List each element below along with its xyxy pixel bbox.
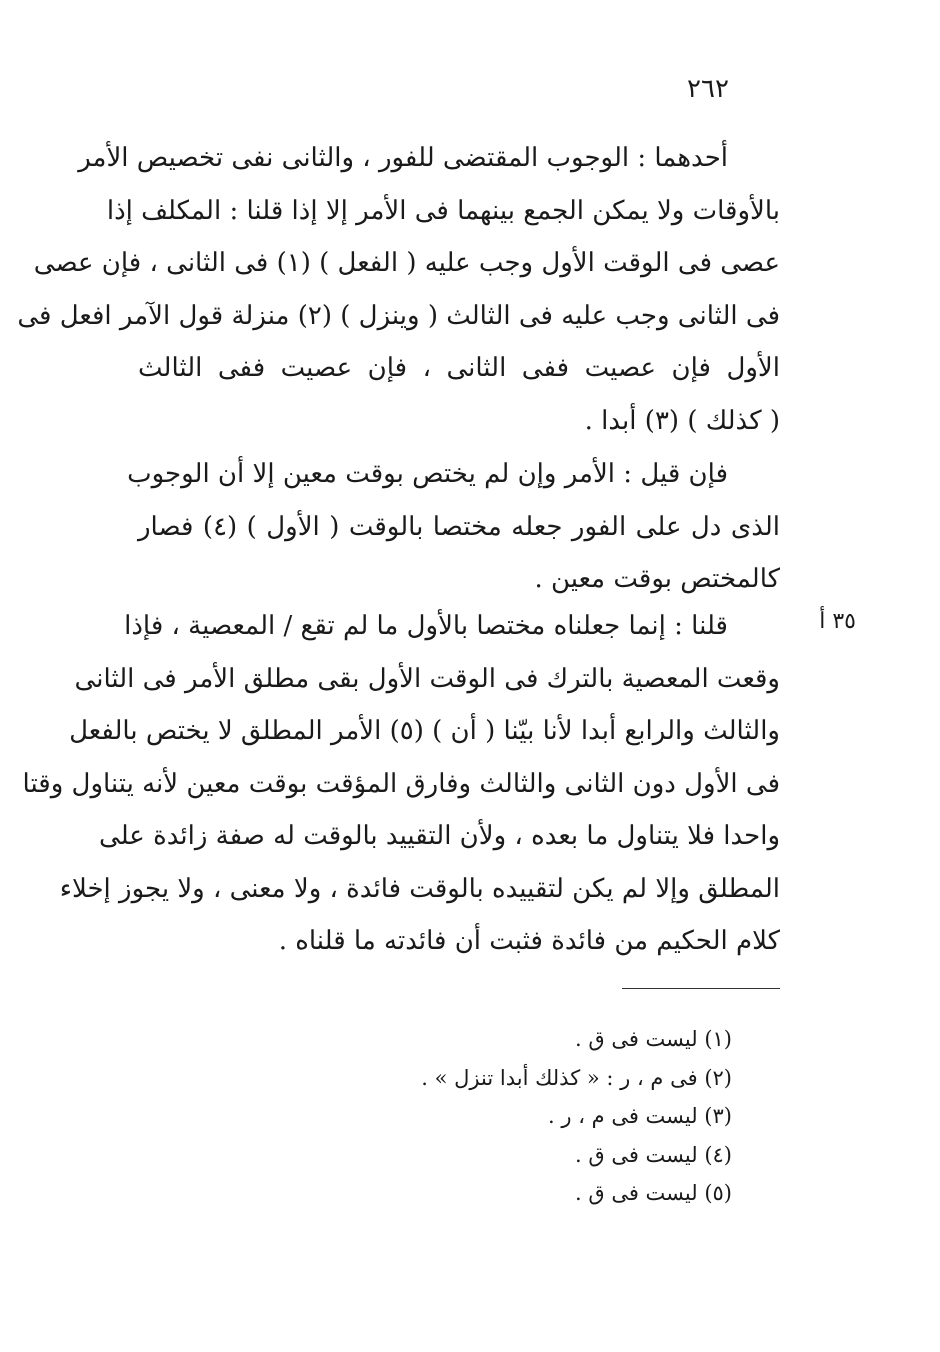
text-line: ( كذلك ) (٣) أبدا . (584, 405, 780, 436)
footnote: (٣) ليست فى م ، ر . (548, 1104, 732, 1129)
text-line: أحدهما : الوجوب المقتضى للفور ، والثانى نفى تخصيص الأمر (78, 143, 728, 173)
footnote-separator (622, 988, 780, 989)
text-line: والثالث والرابع أبدا لأنا بيّنا ( أن ) (٥) الأمر المطلق لا يختص بالفعل (69, 716, 780, 746)
footnote: (٢) فى م ، ر : « كذلك أبدا تنزل » . (421, 1065, 732, 1090)
footnote: (٤) ليست فى ق . (575, 1142, 732, 1167)
text-line: الأول فإن عصيت ففى الثانى ، فإن عصيت ففى الثالث (138, 353, 780, 383)
paragraph-2 (127, 448, 780, 606)
text-line: قلنا : إنما جعلناه مختصا بالأول ما لم تقع / المعصية ، فإذا (124, 611, 728, 641)
text-line: المطلق وإلا لم يكن لتقييده بالوقت فائدة ، ولا معنى ، ولا يجوز إخلاء (59, 873, 780, 904)
text-line: كالمختص بوقت معين . (534, 564, 780, 594)
paragraph-1 (17, 132, 780, 447)
text-line: عصى فى الوقت الأول وجب عليه ( الفعل ) (١) فى الثانى ، فإن عصى (33, 248, 780, 278)
text-line: كلام الحكيم من فائدة فثبت أن فائدته ما قلناه . (278, 926, 780, 956)
text-line: فى الثانى وجب عليه فى الثالث ( وينزل ) (٢) منزلة قول الآمر افعل فى (17, 300, 780, 331)
footnote: (٥) ليست فى ق . (575, 1181, 732, 1206)
text-line: واحدا فلا يتناول ما بعده ، ولأن التقييد بالوقت له صفة زائدة على (99, 821, 780, 851)
paragraph-3 (22, 600, 780, 968)
footnotes (300, 1020, 732, 1213)
text-line: الذى دل على الفور جعله مختصا بالوقت ( الأول ) (٤) فصار (138, 511, 780, 542)
page-number: ٢٦٢ (687, 74, 729, 104)
text-line: وقعت المعصية بالترك فى الوقت الأول بقى مطلق الأمر فى الثانى (74, 663, 780, 694)
text-line: بالأوقات ولا يمكن الجمع بينهما فى الأمر إلا إذا قلنا : المكلف إذا (106, 195, 780, 226)
margin-folio-note: ٣٥ أ (819, 609, 856, 634)
footnote: (١) ليست فى ق . (575, 1027, 732, 1051)
text-line: فى الأول دون الثانى والثالث وفارق المؤقت بوقت معين لأنه يتناول وقتا (22, 768, 780, 799)
text-line: فإن قيل : الأمر وإن لم يختص بوقت معين إلا أن الوجوب (127, 459, 728, 489)
